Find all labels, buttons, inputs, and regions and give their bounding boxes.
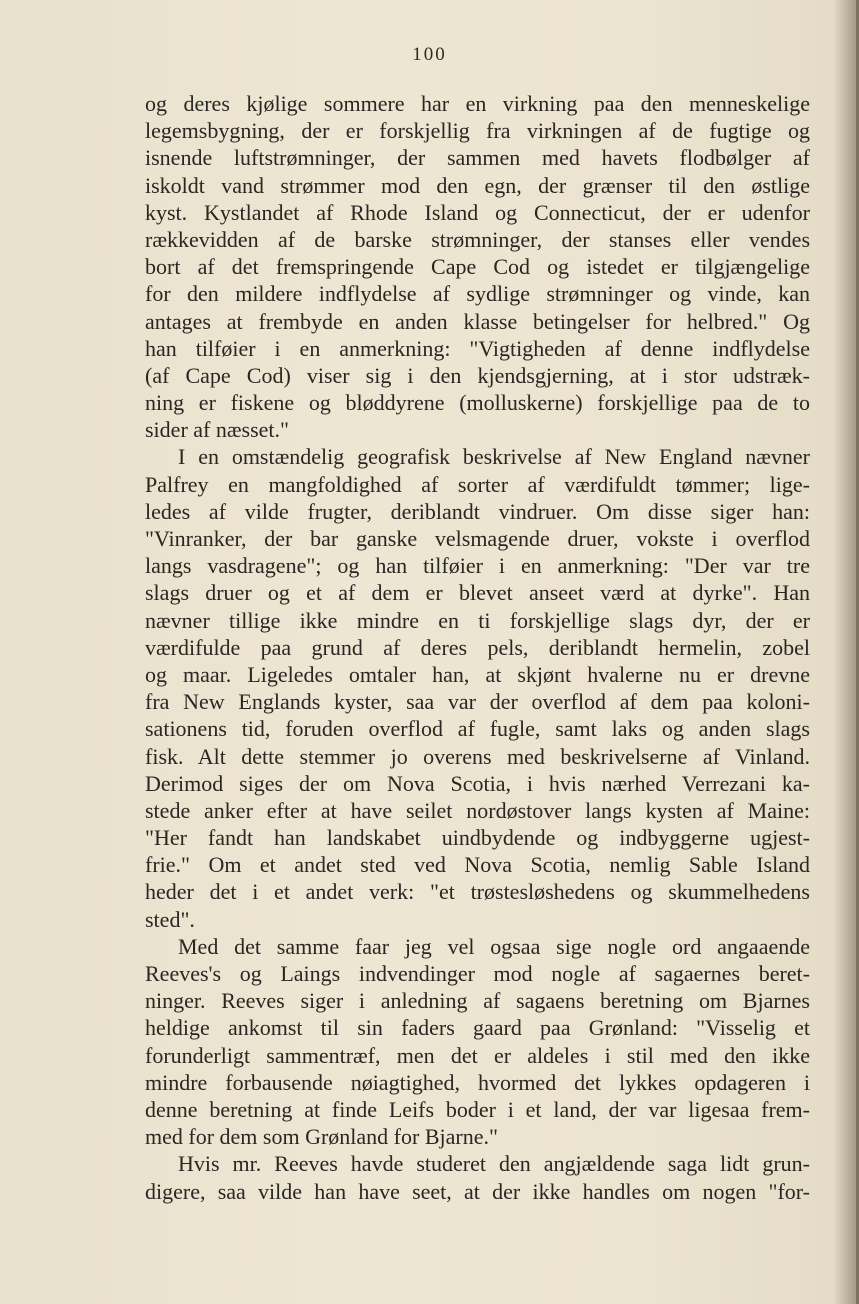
text-line: sider af næsset." (145, 417, 290, 443)
text-line: iskoldt vand strømmer mod den egn, der grænser til den østlige (145, 172, 810, 198)
text-line: Derimod siges der om Nova Scotia, i hvis nærhed Verrezani ka- (145, 770, 810, 796)
text-line: sationens tid, foruden overflod af fugle, samt laks og anden slags (145, 716, 810, 742)
text-line: I en omstændelig geografisk beskrivelse af New England nævner (178, 444, 810, 470)
text-line: slags druer og et af dem er blevet anseet værd at dyrke". Han (145, 580, 810, 606)
text-line: isnende luftstrømninger, der sammen med havets flodbølger af (145, 145, 810, 171)
text-line: ninger. Reeves siger i anledning af sagaens beretning om Bjarnes (145, 988, 810, 1014)
text-line: "Her fandt han landskabet uindbydende og indbyggerne ugjest- (145, 825, 810, 851)
text-line: værdifulde paa grund af deres pels, deriblandt hermelin, zobel (145, 634, 810, 660)
text-line: sted". (145, 906, 195, 932)
text-line: bort af det fremspringende Cape Cod og istedet er tilgjængelige (145, 254, 810, 280)
text-line: ning er fiskene og bløddyrene (molluskerne) forskjellige paa de to (145, 390, 810, 416)
text-line: for den mildere indflydelse af sydlige strømninger og vinde, kan (145, 281, 810, 307)
text-line: han tilføier i en anmerkning: "Vigtigheden af denne indflydelse (145, 335, 810, 361)
text-line: og maar. Ligeledes omtaler han, at skjønt hvalerne nu er drevne (145, 661, 810, 687)
text-line: mindre forbausende nøiagtighed, hvormed det lykkes opdageren i (145, 1069, 810, 1095)
text-line: og deres kjølige sommere har en virkning paa den menneskelige (145, 91, 810, 116)
text-line: kyst. Kystlandet af Rhode Island og Connecticut, der er udenfor (145, 199, 810, 225)
text-line: med for dem som Grønland for Bjarne." (145, 1124, 498, 1150)
body-text (145, 90, 810, 1205)
text-line: Palfrey en mangfoldighed af sorter af værdifuldt tømmer; lige- (145, 471, 810, 497)
text-line: "Vinranker, der bar ganske velsmagende druer, vokste i overflod (145, 526, 810, 551)
text-line: Hvis mr. Reeves havde studeret den angjældende saga lidt grun- (178, 1151, 810, 1177)
text-line: Med det samme faar jeg vel ogsaa sige nogle ord angaaende (178, 933, 810, 959)
text-line: digere, saa vilde han have seet, at der ikke handles om nogen "for- (145, 1178, 810, 1204)
text-line: heldige ankomst til sin faders gaard paa Grønland: "Visselig et (145, 1015, 810, 1041)
text-line: fra New Englands kyster, saa var der overflod af dem paa koloni- (145, 689, 810, 715)
text-line: legemsbygning, der er forskjellig fra virkningen af de fugtige og (145, 118, 810, 144)
text-line: nævner tillige ikke mindre en ti forskjellige slags dyr, der er (145, 607, 810, 633)
text-line: heder det i et andet verk: "et trøstesløshedens og skummelhedens (145, 879, 810, 905)
text-line: langs vasdragene"; og han tilføier i en anmerkning: "Der var tre (145, 553, 810, 579)
text-line: fisk. Alt dette stemmer jo overens med beskrivelserne af Vinland. (145, 743, 810, 769)
text-line: stede anker efter at have seilet nordøstover langs kysten af Maine: (145, 797, 810, 823)
text-line: (af Cape Cod) viser sig i den kjendsgjerning, at i stor udstræk- (145, 362, 810, 388)
page-number: 100 (412, 44, 447, 65)
text-line: ledes af vilde frugter, deriblandt vindruer. Om disse siger han: (145, 498, 810, 524)
text-line: Reeves's og Laings indvendinger mod nogle af sagaernes beret- (145, 961, 810, 986)
text-line: denne beretning at finde Leifs boder i et land, der var ligesaa frem- (145, 1096, 810, 1122)
text-line: rækkevidden af de barske strømninger, der stanses eller vendes (145, 226, 810, 252)
text-line: antages at frembyde en anden klasse betingelser for helbred." Og (145, 308, 810, 334)
text-line: forunderligt sammentræf, men det er aldeles i stil med den ikke (145, 1042, 810, 1068)
text-line: frie." Om et andet sted ved Nova Scotia, nemlig Sable Island (145, 852, 810, 878)
